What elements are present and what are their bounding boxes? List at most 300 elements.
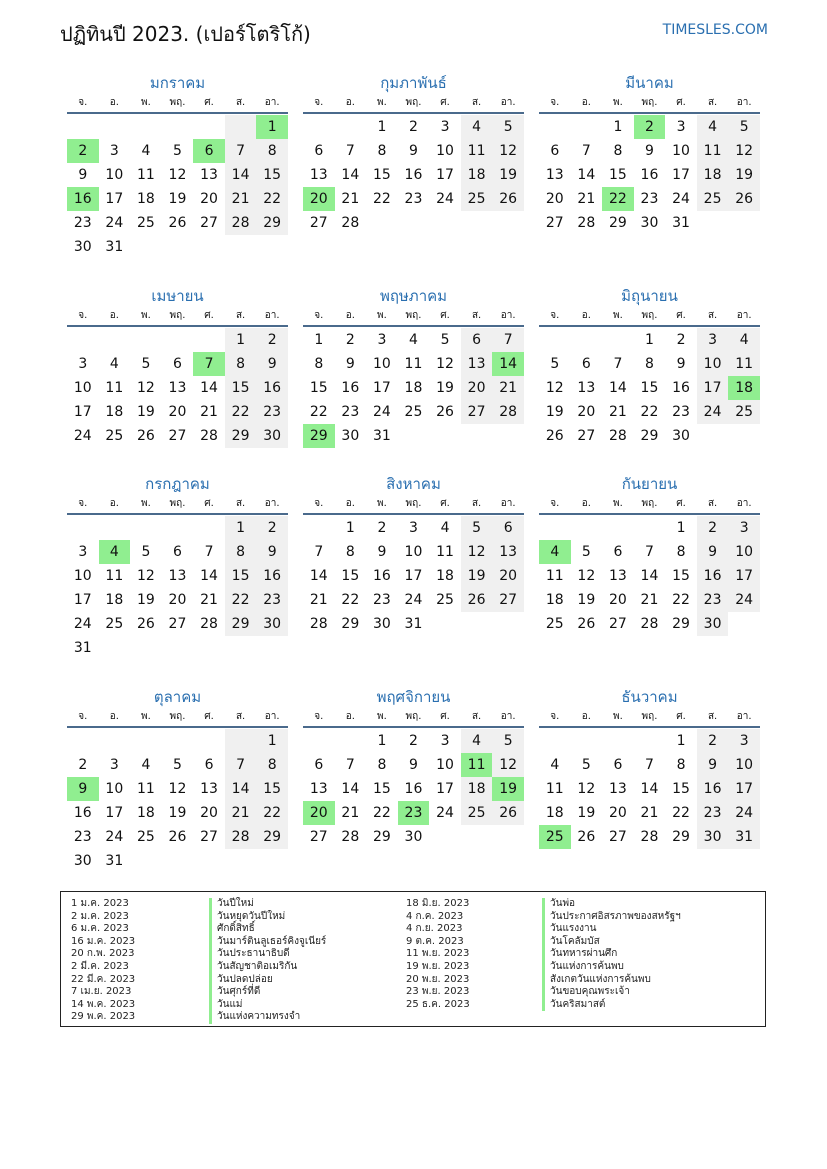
day-cell: 19 — [436, 380, 454, 396]
day-cell: 6 — [613, 544, 623, 560]
weekday-label: ศ. — [676, 97, 686, 108]
weekday-header — [539, 94, 760, 114]
month-name: กรกฎาคม — [145, 475, 210, 493]
day-cell: 28 — [200, 428, 218, 444]
day-cell: 12 — [436, 356, 454, 372]
weekday-label: ศ. — [204, 310, 214, 321]
empty-cell — [162, 729, 194, 753]
day-cell: 15 — [672, 568, 690, 584]
day-cell: 29 — [640, 428, 659, 444]
day-cell: 19 — [136, 404, 155, 420]
day-cell: 12 — [577, 568, 596, 584]
month-6 — [539, 285, 760, 448]
day-grid — [303, 115, 524, 235]
day-cell: 20 — [577, 404, 596, 420]
weekday-label: อ. — [345, 97, 355, 108]
empty-cell — [193, 516, 225, 540]
day-cell: 1 — [225, 516, 257, 540]
day-cell: 18 — [461, 777, 493, 801]
day-cell: 29 — [225, 612, 257, 636]
day-cell: 21 — [640, 592, 659, 608]
month-5 — [303, 285, 524, 448]
day-cell: 18 — [105, 404, 124, 420]
day-cell: 4 — [461, 729, 493, 753]
month-2 — [303, 72, 524, 235]
day-cell: 4 — [440, 520, 450, 536]
legend-names-col-2 — [542, 898, 681, 1011]
day-cell: 28 — [225, 211, 257, 235]
day-cell: 4 — [461, 115, 493, 139]
holiday-day-cell: 11 — [461, 753, 493, 777]
day-cell: 14 — [640, 568, 659, 584]
empty-cell — [539, 729, 571, 753]
day-cell: 4 — [141, 143, 151, 159]
day-cell: 7 — [581, 143, 591, 159]
day-cell: 4 — [550, 757, 560, 773]
day-cell: 21 — [225, 801, 257, 825]
weekday-header — [303, 94, 524, 114]
day-cell: 18 — [404, 380, 423, 396]
day-cell: 3 — [676, 119, 686, 135]
weekday-label: พ. — [377, 310, 387, 321]
day-cell: 5 — [550, 356, 560, 372]
weekday-label: จ. — [78, 97, 88, 108]
day-cell: 14 — [341, 167, 360, 183]
day-cell: 29 — [372, 829, 391, 845]
day-cell: 7 — [645, 757, 654, 773]
day-cell: 9 — [645, 143, 654, 159]
day-cell: 26 — [492, 187, 524, 211]
weekday-label: ส. — [707, 310, 718, 321]
legend-date: 2 ม.ค. 2023 — [71, 910, 129, 922]
empty-cell — [539, 328, 571, 352]
day-cell: 25 — [728, 400, 760, 424]
day-cell: 14 — [200, 380, 218, 396]
day-cell: 25 — [461, 801, 493, 825]
day-cell: 2 — [78, 757, 88, 773]
month-7 — [67, 473, 288, 660]
day-cell: 10 — [697, 352, 729, 376]
day-cell: 28 — [577, 215, 596, 231]
legend-holiday-name: วันปีใหม่ — [209, 898, 326, 911]
day-cell: 11 — [136, 781, 155, 797]
day-cell: 21 — [225, 187, 257, 211]
day-cell: 23 — [256, 588, 288, 612]
day-cell: 9 — [697, 540, 729, 564]
empty-cell — [602, 729, 634, 753]
site-link[interactable]: TIMESLES.COM — [662, 22, 768, 38]
day-cell: 22 — [309, 404, 328, 420]
holiday-legend — [60, 891, 766, 1027]
month-name: มิถุนายน — [621, 287, 678, 305]
day-cell: 16 — [341, 380, 360, 396]
legend-date: 19 พ.ย. 2023 — [406, 960, 470, 972]
day-cell: 26 — [577, 829, 596, 845]
day-grid — [303, 516, 524, 636]
day-cell: 23 — [372, 592, 391, 608]
weekday-label: พฤ. — [405, 97, 422, 108]
weekday-label: พฤ. — [641, 97, 658, 108]
day-cell: 22 — [225, 588, 257, 612]
day-cell: 12 — [728, 139, 760, 163]
weekday-label: พฤ. — [641, 310, 658, 321]
day-cell: 9 — [377, 544, 387, 560]
weekday-label: ส. — [707, 711, 718, 722]
day-cell: 10 — [404, 544, 423, 560]
holiday-day-cell: 29 — [303, 424, 335, 448]
day-cell: 20 — [545, 191, 564, 207]
day-cell: 11 — [728, 352, 760, 376]
day-cell: 27 — [545, 215, 564, 231]
day-cell: 11 — [404, 356, 423, 372]
day-cell: 22 — [672, 805, 690, 821]
legend-date: 22 มี.ค. 2023 — [71, 973, 136, 985]
day-cell: 6 — [173, 544, 182, 560]
month-12 — [539, 686, 760, 849]
day-cell: 11 — [136, 167, 155, 183]
day-cell: 6 — [314, 757, 324, 773]
day-cell: 17 — [372, 380, 391, 396]
day-cell: 26 — [577, 616, 596, 632]
month-11 — [303, 686, 524, 849]
day-cell: 15 — [372, 781, 391, 797]
day-cell: 11 — [461, 139, 493, 163]
day-cell: 5 — [728, 115, 760, 139]
day-cell: 6 — [492, 516, 524, 540]
legend-date: 7 เม.ย. 2023 — [71, 986, 132, 998]
day-cell: 12 — [577, 781, 596, 797]
day-cell: 6 — [173, 356, 182, 372]
day-cell: 8 — [225, 352, 257, 376]
day-cell: 15 — [608, 167, 627, 183]
day-cell: 8 — [256, 139, 288, 163]
day-cell: 31 — [404, 616, 423, 632]
day-cell: 29 — [341, 616, 360, 632]
day-cell: 18 — [545, 805, 564, 821]
day-cell: 9 — [697, 753, 729, 777]
day-cell: 14 — [640, 781, 659, 797]
day-cell: 16 — [697, 777, 729, 801]
month-3 — [539, 72, 760, 235]
weekday-label: ส. — [471, 498, 482, 509]
legend-date: 11 พ.ย. 2023 — [406, 948, 470, 960]
legend-date: 14 พ.ค. 2023 — [71, 998, 136, 1010]
weekday-label: พ. — [141, 310, 151, 321]
day-cell: 26 — [436, 404, 454, 420]
day-cell: 19 — [168, 191, 187, 207]
empty-cell — [130, 328, 162, 352]
weekday-header — [303, 708, 524, 728]
day-cell: 13 — [309, 167, 328, 183]
day-cell: 26 — [136, 616, 155, 632]
day-cell: 15 — [640, 380, 659, 396]
day-cell: 1 — [225, 328, 257, 352]
weekday-header — [303, 495, 524, 515]
day-cell: 6 — [461, 328, 493, 352]
day-cell: 12 — [461, 540, 493, 564]
empty-cell — [602, 328, 634, 352]
weekday-label: พ. — [613, 310, 623, 321]
page-title: ปฏิทินปี 2023. (เปอร์โตริโก้) — [60, 22, 311, 46]
day-cell: 29 — [256, 825, 288, 849]
day-cell: 15 — [672, 781, 690, 797]
day-cell: 10 — [105, 781, 124, 797]
weekday-label: อ. — [109, 97, 119, 108]
day-cell: 24 — [672, 191, 690, 207]
day-cell: 30 — [640, 215, 659, 231]
weekday-label: จ. — [550, 498, 560, 509]
day-cell: 1 — [377, 733, 387, 749]
day-cell: 10 — [436, 757, 454, 773]
day-cell: 19 — [492, 163, 524, 187]
legend-date: 16 ม.ค. 2023 — [71, 935, 136, 947]
day-cell: 2 — [256, 516, 288, 540]
day-grid — [67, 328, 288, 448]
day-cell: 20 — [200, 805, 218, 821]
weekday-label: อา. — [264, 711, 280, 722]
weekday-label: ศ. — [204, 97, 214, 108]
day-cell: 13 — [168, 568, 187, 584]
day-cell: 19 — [577, 592, 596, 608]
weekday-header — [539, 307, 760, 327]
day-cell: 20 — [200, 191, 218, 207]
day-cell: 31 — [372, 428, 391, 444]
day-cell: 17 — [73, 592, 92, 608]
weekday-label: อ. — [345, 711, 355, 722]
month-name: สิงหาคม — [386, 475, 441, 493]
day-cell: 18 — [461, 163, 493, 187]
day-cell: 11 — [105, 568, 124, 584]
day-cell: 16 — [256, 564, 288, 588]
weekday-label: อา. — [500, 711, 516, 722]
legend-date: 9 ต.ค. 2023 — [406, 935, 464, 947]
holiday-day-cell: 4 — [539, 540, 571, 564]
empty-cell — [130, 729, 162, 753]
day-cell: 21 — [309, 592, 328, 608]
day-cell: 24 — [73, 428, 92, 444]
weekday-label: อา. — [500, 310, 516, 321]
day-cell: 18 — [136, 191, 155, 207]
day-grid — [539, 516, 760, 636]
month-name: กันยายน — [621, 475, 678, 493]
day-cell: 6 — [613, 757, 623, 773]
legend-date: 4 ก.ค. 2023 — [406, 910, 464, 922]
empty-cell — [162, 115, 194, 139]
day-cell: 7 — [204, 544, 214, 560]
day-cell: 13 — [492, 540, 524, 564]
day-cell: 7 — [225, 753, 257, 777]
weekday-label: ศ. — [676, 310, 686, 321]
weekday-label: พฤ. — [405, 310, 422, 321]
day-cell: 22 — [341, 592, 360, 608]
weekday-header — [539, 495, 760, 515]
day-grid — [67, 115, 288, 259]
day-cell: 4 — [409, 332, 418, 348]
day-cell: 16 — [372, 568, 391, 584]
day-cell: 18 — [436, 568, 454, 584]
legend-names-col-1 — [209, 898, 326, 1024]
empty-cell — [602, 516, 634, 540]
weekday-label: อา. — [736, 711, 752, 722]
day-cell: 30 — [697, 612, 729, 636]
empty-cell — [225, 115, 257, 139]
day-cell: 26 — [492, 801, 524, 825]
weekday-label: พ. — [613, 97, 623, 108]
day-grid — [539, 729, 760, 849]
day-cell: 31 — [672, 215, 690, 231]
day-cell: 1 — [613, 119, 623, 135]
day-cell: 12 — [168, 167, 187, 183]
day-cell: 8 — [645, 356, 654, 372]
day-cell: 6 — [550, 143, 560, 159]
day-cell: 2 — [697, 516, 729, 540]
day-cell: 30 — [256, 424, 288, 448]
weekday-label: ส. — [235, 97, 246, 108]
day-cell: 27 — [200, 215, 218, 231]
day-cell: 9 — [676, 356, 686, 372]
day-cell: 22 — [225, 400, 257, 424]
day-cell: 9 — [409, 143, 418, 159]
day-cell: 2 — [409, 119, 418, 135]
day-cell: 27 — [461, 400, 493, 424]
day-cell: 19 — [728, 163, 760, 187]
legend-holiday-name: วันแห่งความทรงจำ — [209, 1011, 326, 1024]
weekday-label: ศ. — [440, 498, 450, 509]
day-cell: 2 — [409, 733, 418, 749]
day-cell: 24 — [436, 805, 454, 821]
day-cell: 17 — [404, 568, 423, 584]
legend-holiday-name: วันปลดปล่อย — [209, 974, 326, 987]
legend-holiday-name: วันพ่อ — [542, 898, 681, 911]
weekday-header — [67, 94, 288, 114]
day-cell: 17 — [436, 781, 454, 797]
weekday-label: ส. — [235, 711, 246, 722]
day-cell: 6 — [314, 143, 324, 159]
legend-holiday-name: วันขอบคุณพระเจ้า — [542, 986, 681, 999]
day-cell: 14 — [309, 568, 328, 584]
day-cell: 5 — [141, 544, 151, 560]
day-cell: 20 — [608, 592, 627, 608]
day-cell: 25 — [105, 428, 124, 444]
day-cell: 24 — [436, 191, 454, 207]
day-cell: 7 — [345, 757, 355, 773]
day-cell: 21 — [640, 805, 659, 821]
day-grid — [67, 516, 288, 660]
legend-holiday-name: วันหยุดวันปีใหม่ — [209, 911, 326, 924]
day-cell: 22 — [256, 801, 288, 825]
day-cell: 15 — [341, 568, 360, 584]
weekday-label: พฤ. — [641, 711, 658, 722]
day-cell: 18 — [105, 592, 124, 608]
day-cell: 8 — [225, 540, 257, 564]
day-cell: 7 — [645, 544, 654, 560]
empty-cell — [162, 328, 194, 352]
day-cell: 12 — [168, 781, 187, 797]
day-cell: 7 — [345, 143, 355, 159]
day-cell: 4 — [697, 115, 729, 139]
day-cell: 15 — [225, 376, 257, 400]
legend-date: 20 ก.พ. 2023 — [71, 948, 135, 960]
day-cell: 14 — [200, 568, 218, 584]
day-cell: 19 — [577, 805, 596, 821]
day-cell: 27 — [168, 616, 187, 632]
legend-date: 23 พ.ย. 2023 — [406, 986, 470, 998]
day-cell: 17 — [672, 167, 690, 183]
empty-cell — [571, 729, 603, 753]
month-name: มกราคม — [149, 74, 206, 92]
day-cell: 22 — [672, 592, 690, 608]
month-10 — [67, 686, 288, 873]
day-cell: 24 — [404, 592, 423, 608]
weekday-label: จ. — [314, 310, 324, 321]
day-cell: 2 — [676, 332, 686, 348]
day-cell: 8 — [377, 757, 387, 773]
day-cell: 23 — [697, 588, 729, 612]
weekday-label: อ. — [581, 97, 591, 108]
day-cell: 9 — [409, 757, 418, 773]
weekday-label: พฤ. — [169, 97, 186, 108]
legend-holiday-name: วันมาร์ตินลูเธอร์คิงจูเนียร์ — [209, 936, 326, 949]
day-cell: 30 — [341, 428, 360, 444]
day-cell: 27 — [492, 588, 524, 612]
day-cell: 5 — [492, 115, 524, 139]
weekday-header — [67, 307, 288, 327]
day-cell: 22 — [640, 404, 659, 420]
day-cell: 30 — [372, 616, 391, 632]
day-cell: 21 — [341, 191, 360, 207]
legend-dates-col-2 — [406, 898, 470, 1011]
weekday-label: จ. — [78, 310, 88, 321]
legend-holiday-name: วันศุกร์ที่ดี — [209, 986, 326, 999]
month-9 — [539, 473, 760, 636]
day-cell: 13 — [461, 352, 493, 376]
weekday-label: อา. — [264, 498, 280, 509]
holiday-day-cell: 20 — [303, 187, 335, 211]
holiday-day-cell: 9 — [67, 777, 99, 801]
day-cell: 8 — [613, 143, 623, 159]
weekday-label: อ. — [581, 711, 591, 722]
empty-cell — [162, 516, 194, 540]
day-cell: 1 — [676, 520, 686, 536]
day-cell: 31 — [73, 640, 92, 656]
day-cell: 27 — [200, 829, 218, 845]
day-cell: 14 — [341, 781, 360, 797]
weekday-label: ศ. — [204, 498, 214, 509]
legend-holiday-name: วันคริสมาสต์ — [542, 999, 681, 1012]
weekday-label: พ. — [141, 97, 151, 108]
day-cell: 5 — [461, 516, 493, 540]
holiday-day-cell: 2 — [67, 139, 99, 163]
day-cell: 11 — [697, 139, 729, 163]
day-cell: 6 — [204, 757, 214, 773]
day-cell: 29 — [672, 616, 690, 632]
day-cell: 16 — [404, 167, 423, 183]
empty-cell — [571, 516, 603, 540]
day-cell: 2 — [377, 520, 387, 536]
day-cell: 23 — [256, 400, 288, 424]
day-grid — [303, 729, 524, 849]
weekday-label: อ. — [345, 498, 355, 509]
day-cell: 10 — [105, 167, 124, 183]
day-cell: 27 — [309, 215, 328, 231]
weekday-label: จ. — [550, 711, 560, 722]
day-cell: 19 — [461, 564, 493, 588]
day-cell: 1 — [645, 332, 654, 348]
legend-holiday-name: วันประกาศอิสรภาพของสหรัฐฯ — [542, 911, 681, 924]
day-cell: 11 — [436, 544, 454, 560]
weekday-label: อา. — [736, 310, 752, 321]
legend-holiday-name: สังเกตวันแห่งการค้นพบ — [542, 974, 681, 987]
